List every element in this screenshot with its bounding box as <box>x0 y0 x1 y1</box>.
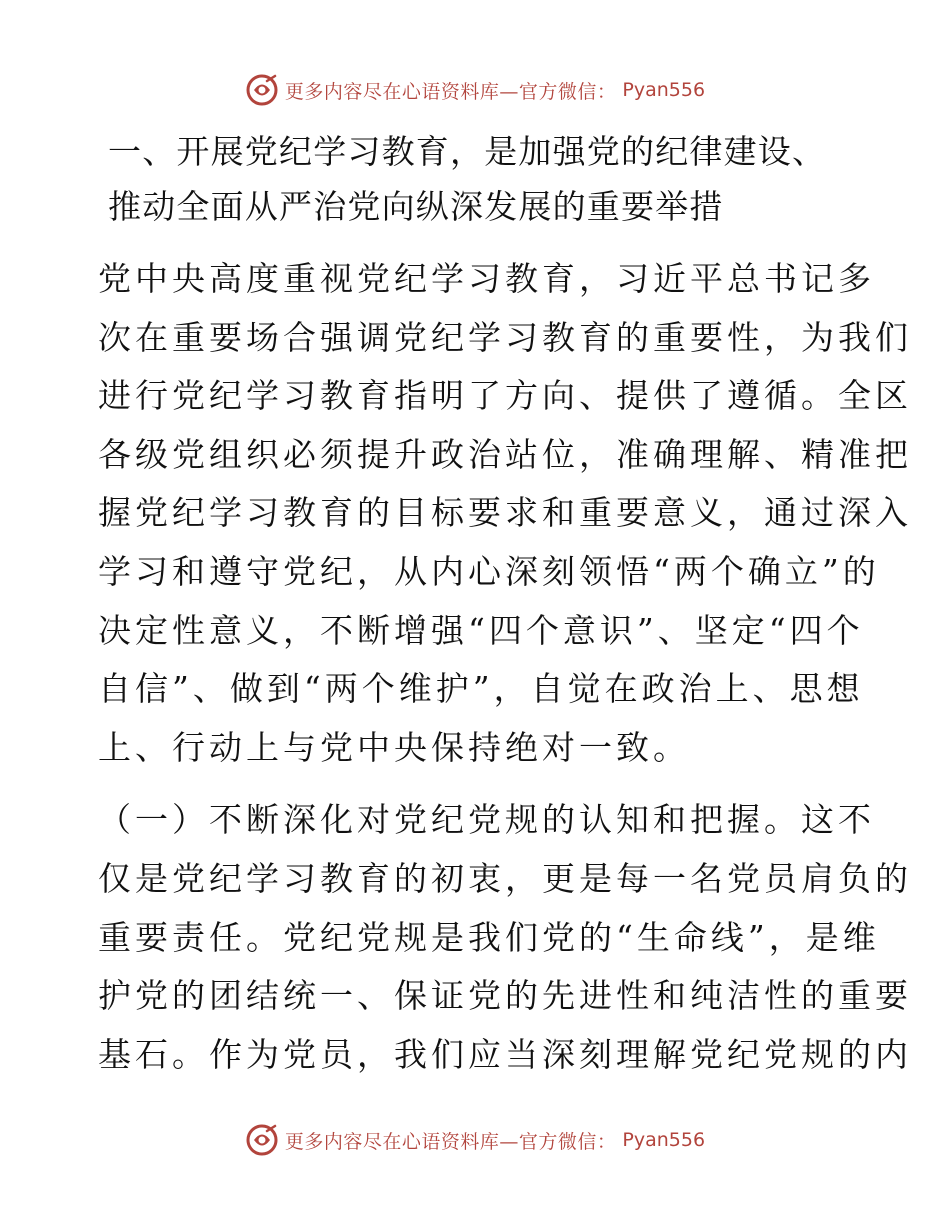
paragraph-line: 基石。作为党员，我们应当深刻理解党纪党规的内 <box>98 1034 912 1074</box>
paragraph-line: 仅是党纪学习教育的初衷，更是每一名党员肩负的 <box>98 858 912 898</box>
paragraph-line: 进行党纪学习教育指明了方向、提供了遵循。全区 <box>98 376 912 416</box>
paragraph-line: 次在重要场合强调党纪学习教育的重要性，为我们 <box>98 317 912 357</box>
watermark-header <box>0 70 950 110</box>
logo-icon <box>245 1123 279 1157</box>
watermark-text: 更多内容尽在心语资料库—官方微信： <box>284 80 617 103</box>
paragraph-line: 握党纪学习教育的目标要求和重要意义，通过深入 <box>98 493 912 533</box>
paragraph-line: 决定性意义，不断增强“四个意识”、坚定“四个 <box>98 610 864 650</box>
section-heading <box>108 124 850 234</box>
document-body <box>98 124 912 1084</box>
paragraph-line: 学习和遵守党纪，从内心深刻领悟“两个确立”的 <box>98 551 880 591</box>
heading-line: 一、开展党纪学习教育，是加强党的纪律建设、 <box>108 132 827 171</box>
heading-line: 推动全面从严治党向纵深发展的重要举措 <box>108 187 724 226</box>
watermark-wechat-id: Pyan556 <box>622 79 706 101</box>
paragraph-1 <box>98 250 912 777</box>
paragraph-line: 护党的团结统一、保证党的先进性和纯洁性的重要 <box>98 976 912 1016</box>
watermark-footer <box>0 1120 950 1160</box>
paragraph-2 <box>98 791 912 1084</box>
paragraph-line: 各级党组织必须提升政治站位，准确理解、精准把 <box>98 434 912 474</box>
watermark-wechat-id: Pyan556 <box>622 1129 706 1151</box>
logo-icon <box>245 73 279 107</box>
paragraph-line: 上、行动上与党中央保持绝对一致。 <box>98 727 690 767</box>
paragraph-line: 重要责任。党纪党规是我们党的“生命线”，是维 <box>98 917 880 957</box>
paragraph-line: 自信”、做到“两个维护”，自觉在政治上、思想 <box>98 669 864 709</box>
paragraph-line: （一）不断深化对党纪党规的认知和把握。这不 <box>98 800 875 840</box>
watermark-text: 更多内容尽在心语资料库—官方微信： <box>284 1130 617 1153</box>
paragraph-line: 党中央高度重视党纪学习教育，习近平总书记多 <box>98 259 875 298</box>
